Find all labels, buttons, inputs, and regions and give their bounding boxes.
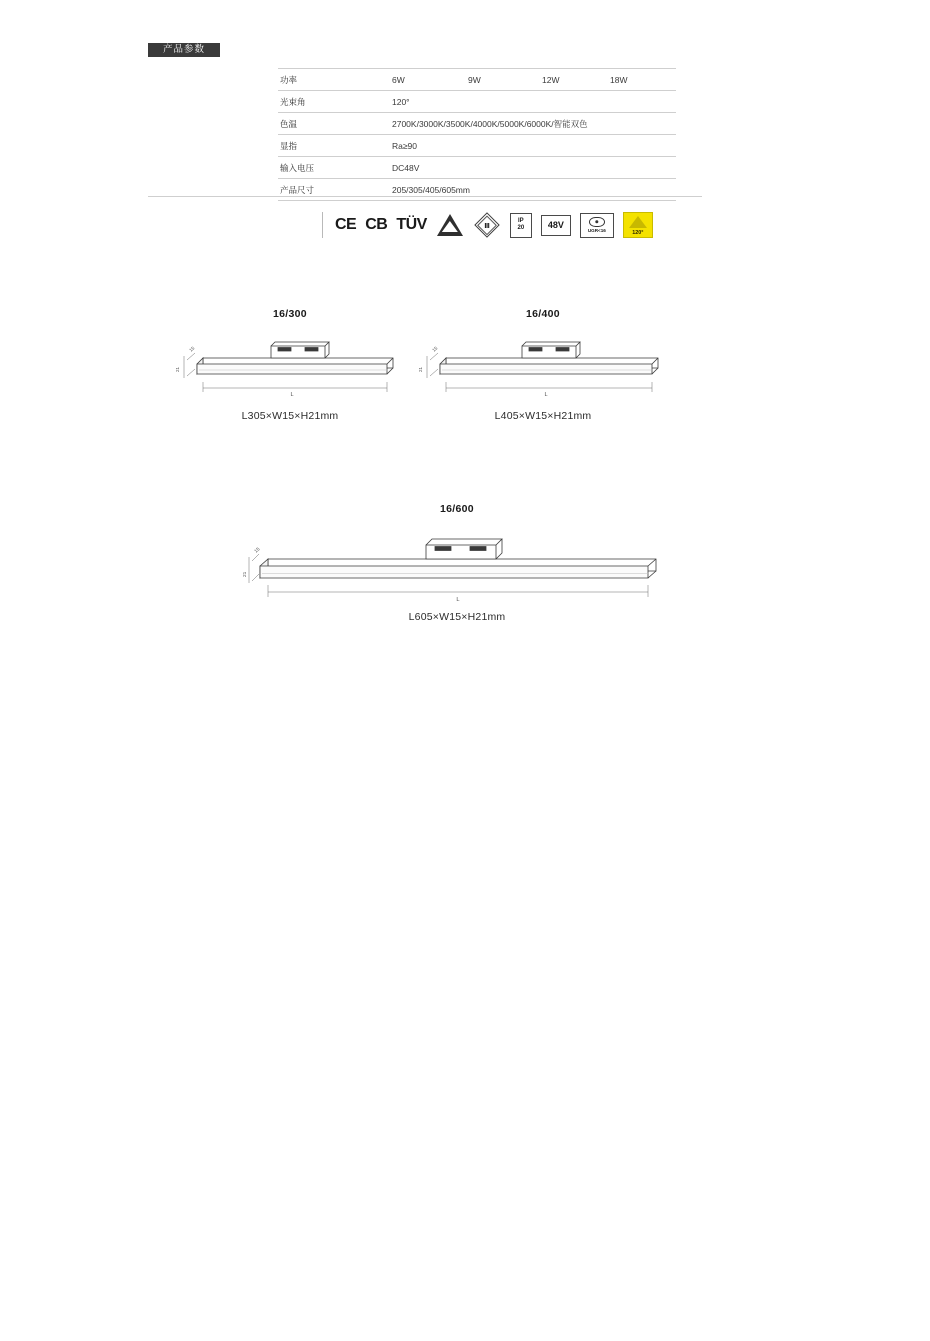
dim-width-label: 15 (431, 345, 439, 353)
power-12w: 12W (542, 74, 560, 85)
spec-value: 120° (392, 91, 676, 113)
drawing-300-figure (175, 320, 405, 410)
dim-height-label: 21 (175, 366, 180, 372)
spec-label: 输入电压 (278, 157, 392, 179)
section-title: 产品参数 (148, 43, 220, 57)
ip-rating-icon (510, 213, 532, 238)
class-three-icon (473, 213, 501, 238)
rcm-triangle-icon (436, 213, 464, 238)
product-drawing-600 (243, 503, 666, 623)
spec-label: 显指 (278, 135, 392, 157)
dim-length-label: L (456, 597, 460, 603)
spec-label: 功率 (278, 69, 392, 91)
beam-angle-label: 120° (632, 230, 644, 236)
ce-mark-icon: CE (335, 216, 357, 233)
dim-length-label: L (544, 392, 548, 398)
spec-value: 2700K/3000K/3500K/4000K/5000K/6000K/智能双色 (392, 113, 676, 135)
divider (322, 212, 323, 238)
drawing-caption: L405×W15×H21mm (494, 410, 592, 422)
drawing-title: 16/400 (526, 308, 560, 320)
drawing-caption: L305×W15×H21mm (241, 410, 339, 422)
power-9w: 9W (468, 74, 481, 85)
specification-table (278, 68, 676, 201)
drawing-title: 16/600 (440, 503, 474, 515)
spec-label: 色温 (278, 113, 392, 135)
spec-value: 205/305/405/605mm (392, 179, 676, 201)
dim-height-label: 21 (243, 571, 248, 577)
table-row (278, 91, 676, 113)
beam-angle-badge (623, 212, 653, 238)
class-three-label: III (484, 220, 490, 230)
ip-label: IP (518, 218, 524, 225)
beam-cone-icon (629, 216, 647, 228)
product-drawing-400 (412, 308, 674, 422)
dim-width-label: 15 (253, 547, 262, 555)
table-row (278, 135, 676, 157)
drawing-400-figure (418, 320, 668, 410)
cb-mark-icon: CB (365, 216, 388, 233)
eye-icon (589, 217, 605, 227)
ip-value: 20 (517, 225, 525, 231)
ugr-glare-icon (580, 213, 614, 238)
dim-length-label: L (290, 392, 294, 398)
drawing-600-figure (243, 515, 666, 611)
spec-value: Ra≥90 (392, 135, 676, 157)
table-row (278, 113, 676, 135)
spec-label: 光束角 (278, 91, 392, 113)
spec-label: 产品尺寸 (278, 179, 392, 201)
drawing-caption: L605×W15×H21mm (408, 611, 506, 623)
dim-height-label: 21 (418, 366, 423, 372)
voltage-badge: 48V (541, 215, 571, 236)
power-6w: 6W (392, 74, 405, 85)
table-row (278, 179, 676, 201)
tuv-mark-icon: TÜV (396, 216, 427, 233)
table-row (278, 69, 676, 91)
spec-value-power (392, 69, 676, 91)
table-row (278, 157, 676, 179)
divider (148, 196, 702, 197)
power-18w: 18W (610, 74, 628, 85)
spec-value: DC48V (392, 157, 676, 179)
certification-strip (322, 208, 653, 242)
dim-width-label: 15 (188, 345, 196, 353)
drawing-title: 16/300 (273, 308, 307, 320)
ugr-label: UGR<16 (587, 227, 606, 233)
product-drawing-300 (160, 308, 420, 422)
